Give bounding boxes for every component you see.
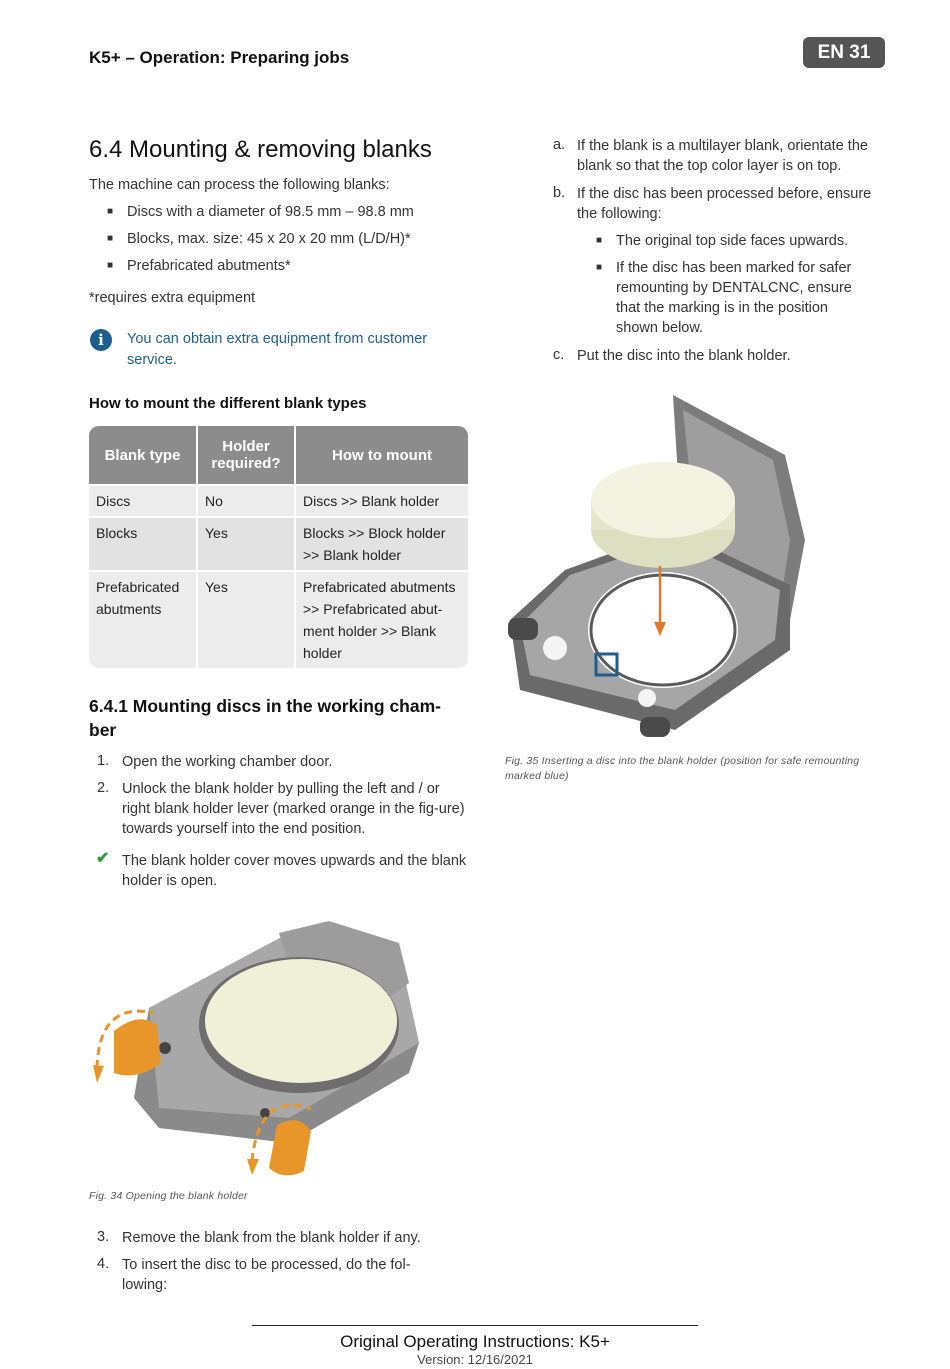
blank-types-table xyxy=(89,426,468,668)
info-icon: i xyxy=(90,329,112,351)
substep-a: If the blank is a multilayer blank, orientate the blank so that the top color layer is on top. xyxy=(577,138,868,174)
table-cell: No xyxy=(198,484,296,516)
page-number-badge: EN 31 xyxy=(803,37,885,68)
table-cell: Prefabricated abutments >> Prefabricated abut-ment holder >> Blank holder xyxy=(296,570,468,668)
step-4: To insert the disc to be processed, do the fol-lowing: xyxy=(122,1257,411,1293)
info-note: You can obtain extra equipment from customer service. xyxy=(127,331,428,368)
subsection-title: 6.4.1 Mounting discs in the working cham-ber xyxy=(89,696,441,740)
footnote: *requires extra equipment xyxy=(89,290,256,306)
list-item: ■ Prefabricated abutments* xyxy=(127,256,291,276)
intro-text: The machine can process the following blanks: xyxy=(89,177,390,193)
substep-b: If the disc has been processed before, ensure the following: xyxy=(577,186,872,222)
check-icon: ✔ xyxy=(96,850,110,867)
step-result: The blank holder cover moves upwards and the blank holder is open. xyxy=(122,853,467,889)
table-row xyxy=(89,484,468,516)
table-heading: How to mount the different blank types xyxy=(89,395,367,412)
table-header: Holder required? xyxy=(198,426,296,484)
substep-c: Put the disc into the blank holder. xyxy=(577,348,791,364)
list-item: ■ Discs with a diameter of 98.5 mm – 98.8 mm xyxy=(127,202,414,222)
table-cell: Yes xyxy=(198,516,296,570)
disc-insertion-figure xyxy=(505,390,805,752)
table-row xyxy=(89,516,468,570)
footer-divider xyxy=(252,1325,698,1326)
step-1: Open the working chamber door. xyxy=(122,754,333,770)
blank-holder-figure xyxy=(89,913,434,1183)
footer-title: Original Operating Instructions: K5+ xyxy=(340,1332,610,1351)
table-header: How to mount xyxy=(296,426,468,484)
table-header: Blank type xyxy=(89,426,198,484)
table-cell: Blocks xyxy=(89,516,198,570)
step-2: Unlock the blank holder by pulling the left and / or right blank holder lever (marked orange in the fig-ure) towards yourself into the end position. xyxy=(122,781,465,837)
list-item: ■ The original top side faces upwards. xyxy=(616,231,886,251)
header-title: K5+ – Operation: Preparing jobs xyxy=(89,48,350,67)
list-item: ■ If the disc has been marked for safer remounting by DENTALCNC, ensure that the marking is in the position shown below. xyxy=(616,258,871,338)
table-row xyxy=(89,570,468,668)
section-title: 6.4 Mounting & removing blanks xyxy=(89,136,432,163)
table-cell: Discs >> Blank holder xyxy=(296,484,468,516)
table-cell: Blocks >> Block holder >> Blank holder xyxy=(296,516,468,570)
footer-version: Version: 12/16/2021 xyxy=(417,1352,533,1367)
step-3: Remove the blank from the blank holder if any. xyxy=(122,1230,421,1246)
figure-caption: Fig. 34 Opening the blank holder xyxy=(89,1190,248,1202)
table-cell: Yes xyxy=(198,570,296,668)
list-item: ■ Blocks, max. size: 45 x 20 x 20 mm (L/D/H)* xyxy=(127,229,411,249)
table-cell: Prefabricated abutments xyxy=(89,570,198,668)
table-cell: Discs xyxy=(89,484,198,516)
figure-caption: Fig. 35 Inserting a disc into the blank holder (position for safe remounting marked blue) xyxy=(505,755,860,782)
